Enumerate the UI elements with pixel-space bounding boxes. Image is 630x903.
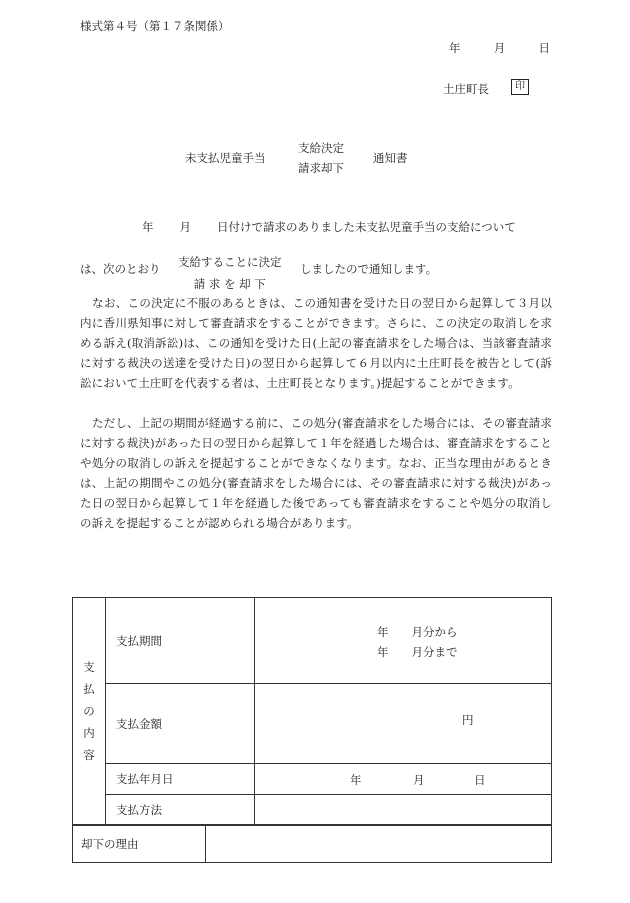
title-decision-options	[298, 138, 344, 178]
header-char: の	[83, 704, 95, 718]
seal-box: 印	[511, 79, 529, 95]
pay-date-value	[255, 764, 552, 795]
intro-line-2-prefix: は、次のとおり	[80, 262, 161, 276]
reject-reason-value	[206, 826, 552, 863]
intro-line-2-suffix: しましたので通知します。	[300, 262, 438, 276]
intro-option-grant: 支給することに決定	[178, 255, 282, 269]
header-char: 容	[83, 748, 95, 762]
intro-option-reject: 請 求 を 却 下	[193, 277, 266, 291]
pay-date-month: 月	[413, 773, 425, 787]
issue-month-label: 月	[493, 41, 506, 55]
issue-year-label: 年	[448, 41, 461, 55]
title-subject: 未支払児童手当	[185, 151, 266, 165]
title-option-grant: 支給決定	[298, 141, 344, 155]
issuer-name: 土庄町長	[443, 82, 489, 96]
intro-line-1-text: 日付けで請求のありました未支払児童手当の支給について	[217, 220, 516, 234]
amount-unit: 円	[462, 713, 474, 727]
intro-decision-options	[178, 251, 282, 295]
intro-line-1	[142, 219, 516, 235]
pay-date-label: 支払年月日	[106, 764, 255, 795]
amount-value	[255, 684, 552, 764]
intro-month: 月	[179, 220, 191, 234]
reject-reason-label: 却下の理由	[73, 826, 206, 863]
pay-date-year: 年	[350, 773, 362, 787]
form-number: 様式第４号（第１７条関係）	[80, 19, 230, 33]
time-limit-text: ただし、上記の期間が経過する前に、この処分(審査請求をした場合には、その審査請求に対する裁決)があった日の翌日から起算して１年を経過した場合は、審査請求をすることや処分の取消しの訴えを提起することができなくなります。なお、正当な理由があるときは、上記の期間やこの処分(審査請求をした場合には、その審査請求に対する裁決)があった日の翌日から起算して１年を経過した後であっても審査請求をすることや処分の取消しの訴えを提起することが認められる場合があります。	[80, 416, 552, 530]
header-char: 支	[83, 660, 95, 674]
appeal-notice-paragraph	[80, 293, 552, 393]
payment-details-table	[72, 597, 552, 825]
period-to: 年 月分まで	[377, 645, 458, 659]
time-limit-paragraph	[80, 413, 552, 533]
payment-content-header	[73, 598, 106, 825]
header-char: 内	[83, 726, 95, 740]
title-doc-type: 通知書	[373, 151, 408, 165]
reject-reason-table	[72, 825, 552, 863]
period-value	[255, 598, 552, 684]
intro-year: 年	[142, 220, 154, 234]
appeal-notice-text: なお、この決定に不服のあるときは、この通知書を受けた日の翌日から起算して３月以内に香川県知事に対して審査請求をすることができます。さらに、この決定の取消しを求める訴え(取消訴訟)は、この通知を受けた日(上記の審査請求をした場合は、当該審査請求に対する裁決の送達を受けた日)の翌日から起算して６月以内に土庄町長を被告として(訴訟において土庄町を代表する者は、土庄町長となります。)提起することができます。	[80, 296, 552, 390]
method-label: 支払方法	[106, 795, 255, 825]
title-option-reject: 請求却下	[298, 161, 344, 175]
amount-label: 支払金額	[106, 684, 255, 764]
issue-date	[449, 40, 550, 56]
period-label: 支払期間	[106, 598, 255, 684]
pay-date-day: 日	[474, 773, 486, 787]
issue-day-label: 日	[538, 41, 550, 55]
header-char: 払	[83, 682, 95, 696]
period-from: 年 月分から	[377, 625, 458, 639]
method-value	[255, 795, 552, 825]
